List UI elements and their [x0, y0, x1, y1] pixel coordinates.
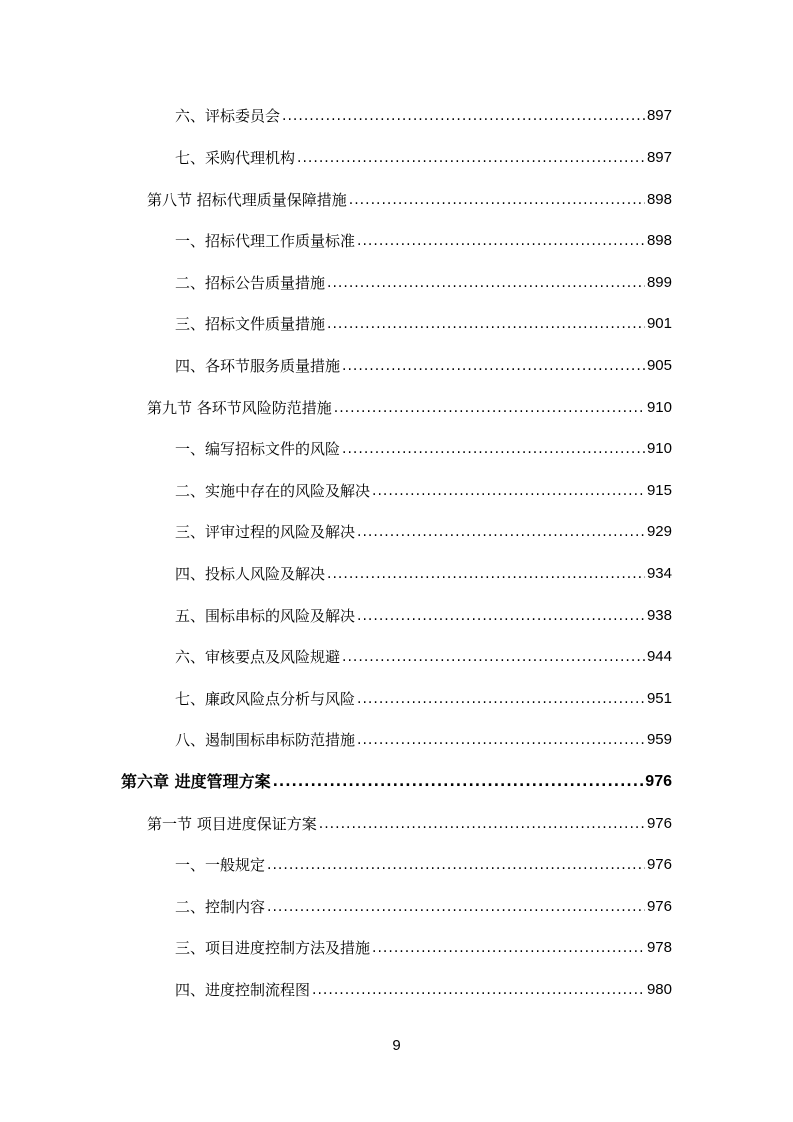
toc-entry-label: 四、进度控制流程图: [175, 981, 311, 999]
toc-entry[interactable]: [175, 729, 672, 751]
toc-entry-label: 三、评审过程的风险及解决: [175, 523, 356, 541]
toc-entry-label: 一、编写招标文件的风险: [175, 440, 341, 458]
toc-entry[interactable]: [175, 646, 672, 668]
toc-entry-page: 980: [646, 981, 672, 998]
toc-entry[interactable]: [175, 563, 672, 585]
toc-entry-page: 959: [646, 731, 672, 748]
toc-entry-page: 976: [646, 815, 672, 832]
toc-entry-page: 976: [646, 898, 672, 915]
dot-leader: [319, 813, 645, 835]
dot-leader: [327, 313, 645, 335]
toc-entry[interactable]: [175, 854, 672, 876]
dot-leader: [342, 355, 645, 377]
dot-leader: [334, 397, 645, 419]
toc-entry-page: 897: [646, 149, 672, 166]
toc-entry[interactable]: [147, 397, 672, 419]
toc-entry[interactable]: [175, 521, 672, 543]
dot-leader: [349, 189, 645, 211]
toc-entry-page: 934: [646, 565, 672, 582]
dot-leader: [327, 563, 645, 585]
toc-entry[interactable]: [175, 688, 672, 710]
dot-leader: [372, 937, 645, 959]
toc-entry-page: 899: [646, 274, 672, 291]
toc-entry-page: 901: [646, 315, 672, 332]
toc-entry[interactable]: [147, 189, 672, 211]
toc-entry[interactable]: [147, 813, 672, 835]
toc-entry-page: 905: [646, 357, 672, 374]
toc-entry-label: 二、控制内容: [175, 898, 266, 916]
toc-entry-page: 910: [646, 440, 672, 457]
dot-leader: [267, 854, 645, 876]
toc-entry[interactable]: [175, 438, 672, 460]
toc-entry-label: 一、招标代理工作质量标准: [175, 232, 356, 250]
toc-entry-page: 951: [646, 690, 672, 707]
toc-entry-page: 976: [645, 773, 672, 790]
toc-entry-label: 第八节 招标代理质量保障措施: [147, 191, 347, 209]
page-number: 9: [392, 1037, 401, 1054]
toc-entry[interactable]: [175, 230, 672, 252]
toc-entry[interactable]: [175, 896, 672, 918]
toc-entry-label: 八、遏制围标串标防范措施: [175, 731, 356, 749]
dot-leader: [357, 605, 645, 627]
toc-entry-page: 910: [646, 399, 672, 416]
dot-leader: [267, 896, 645, 918]
toc-entry-label: 四、各环节服务质量措施: [175, 357, 341, 375]
toc-chapter-entry[interactable]: [121, 771, 672, 793]
toc-entry-label: 一、一般规定: [175, 856, 266, 874]
toc-entry[interactable]: [175, 272, 672, 294]
dot-leader: [357, 729, 645, 751]
toc-entry-label: 第六章 进度管理方案: [121, 772, 271, 791]
toc-entry[interactable]: [175, 105, 672, 127]
toc-entry-page: 938: [646, 607, 672, 624]
dot-leader: [342, 646, 645, 668]
toc-entry-label: 四、投标人风险及解决: [175, 565, 326, 583]
dot-leader: [357, 230, 645, 252]
dot-leader: [327, 272, 645, 294]
toc-entry-page: 898: [646, 232, 672, 249]
toc-entry[interactable]: [175, 605, 672, 627]
dot-leader: [357, 521, 645, 543]
dot-leader: [312, 979, 645, 1001]
toc-entry[interactable]: [175, 147, 672, 169]
toc-entry-label: 七、采购代理机构: [175, 149, 296, 167]
toc-entry[interactable]: [175, 313, 672, 335]
dot-leader: [372, 480, 645, 502]
toc-entry-label: 二、招标公告质量措施: [175, 274, 326, 292]
toc-entry-label: 六、评标委员会: [175, 107, 281, 125]
dot-leader: [273, 771, 644, 793]
toc-entry[interactable]: [175, 480, 672, 502]
toc-entry-page: 929: [646, 523, 672, 540]
dot-leader: [297, 147, 645, 169]
toc-entry-label: 二、实施中存在的风险及解决: [175, 482, 371, 500]
toc-entry-label: 六、审核要点及风险规避: [175, 648, 341, 666]
toc-entry[interactable]: [175, 355, 672, 377]
toc-entry-label: 五、围标串标的风险及解决: [175, 607, 356, 625]
toc-entry-page: 978: [646, 939, 672, 956]
toc-entry-page: 897: [646, 107, 672, 124]
toc-entry-page: 898: [646, 191, 672, 208]
dot-leader: [357, 688, 645, 710]
toc-entry[interactable]: [175, 937, 672, 959]
dot-leader: [342, 438, 645, 460]
toc-entry-label: 三、项目进度控制方法及措施: [175, 939, 371, 957]
toc-entry-page: 944: [646, 648, 672, 665]
toc-entry-label: 七、廉政风险点分析与风险: [175, 690, 356, 708]
dot-leader: [282, 105, 645, 127]
toc-entry-page: 915: [646, 482, 672, 499]
toc-entry-label: 第一节 项目进度保证方案: [147, 815, 317, 833]
toc-entry-label: 三、招标文件质量措施: [175, 315, 326, 333]
toc-entry[interactable]: [175, 979, 672, 1001]
toc-entry-label: 第九节 各环节风险防范措施: [147, 399, 332, 417]
toc-entry-page: 976: [646, 856, 672, 873]
